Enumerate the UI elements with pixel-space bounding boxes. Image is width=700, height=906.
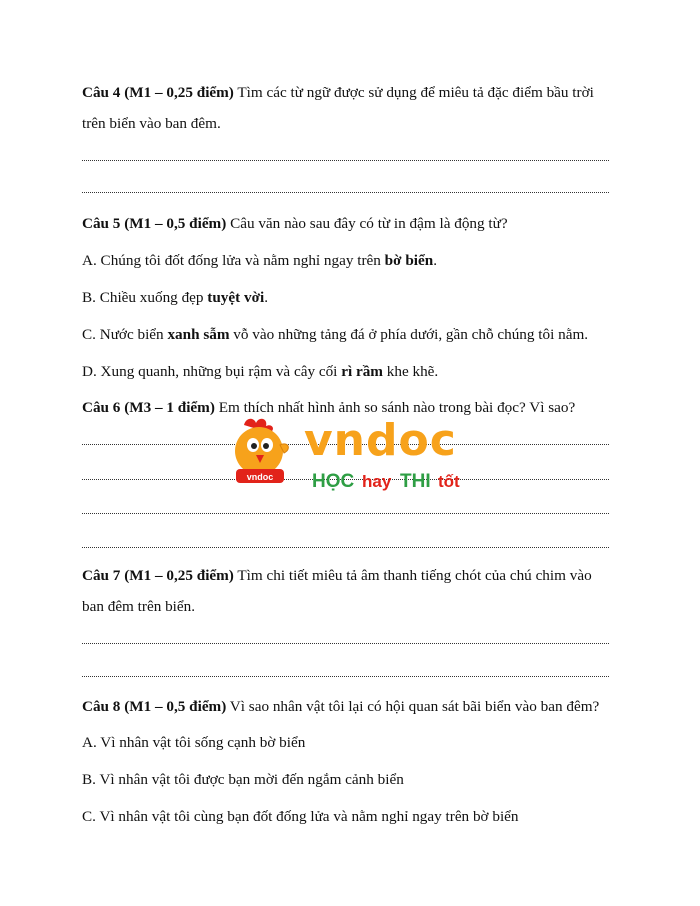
bold-word: tuyệt vời: [207, 289, 265, 306]
question-7-label: Câu 7 (M1 – 0,25 điểm): [82, 567, 234, 584]
answer-line[interactable]: [82, 160, 609, 161]
mascot-badge-text: vndoc: [246, 472, 274, 482]
option-c[interactable]: C. Nước biển xanh sẫm vỗ vào những tảng đá ở phía dưới, gần chỗ chúng tôi nằm.: [82, 326, 589, 343]
option-b[interactable]: B. Vì nhân vật tôi được bạn mời đến ngắm cảnh biển: [82, 771, 404, 788]
vndoc-watermark-logo: [226, 415, 476, 495]
bold-word: bờ biển: [384, 252, 434, 269]
question-4-label: Câu 4 (M1 – 0,25 điểm): [82, 84, 234, 101]
answer-line[interactable]: [82, 547, 609, 548]
question-6-label: Câu 6 (M3 – 1 điểm): [82, 399, 215, 416]
brand-wordmark: vndoc: [304, 415, 457, 466]
question-7-line-1: [82, 566, 642, 586]
question-5-text: Câu văn nào sau đây có từ in đậm là động từ?: [226, 215, 508, 232]
question-8-text: Vì sao nhân vật tôi lại có hội quan sát bãi biển vào ban đêm?: [226, 698, 600, 715]
question-5-line: [82, 214, 642, 234]
vndoc-logo-graphic: [226, 415, 476, 495]
question-7-line-2: ban đêm trên biển.: [82, 598, 196, 615]
question-4-line-2: trên biển vào ban đêm.: [82, 115, 221, 132]
answer-line[interactable]: [82, 513, 609, 514]
bold-word: xanh sẫm: [167, 326, 230, 343]
question-4-line-1: [82, 83, 642, 103]
question-8-label: Câu 8 (M1 – 0,5 điểm): [82, 698, 227, 715]
slogan-hay: hay: [362, 472, 392, 491]
option-c[interactable]: C. Vì nhân vật tôi cùng bạn đốt đống lửa và nằm nghỉ ngay trên bờ biển: [82, 808, 519, 825]
answer-line[interactable]: [82, 676, 609, 677]
option-a[interactable]: A. Vì nhân vật tôi sống cạnh bờ biển: [82, 734, 306, 751]
question-4-text: Tìm các từ ngữ được sử dụng để miêu tả đặc điểm bầu trời: [233, 84, 594, 101]
slogan-hoc: HỌC: [312, 471, 355, 492]
answer-line[interactable]: [82, 192, 609, 193]
answer-line[interactable]: [82, 643, 609, 644]
option-d[interactable]: D. Xung quanh, những bụi rậm và cây cối rì rầm khe khẽ.: [82, 363, 439, 380]
question-8-line: [82, 697, 642, 717]
question-6-text: Em thích nhất hình ảnh so sánh nào trong bài đọc? Vì sao?: [214, 399, 576, 416]
question-7-text: Tìm chi tiết miêu tả âm thanh tiếng chót của chú chim vào: [233, 567, 592, 584]
option-a[interactable]: A. Chúng tôi đốt đống lửa và nằm nghỉ ngay trên bờ biển.: [82, 252, 437, 269]
slogan-tot: tốt: [438, 472, 460, 491]
option-b[interactable]: B. Chiều xuống đẹp tuyệt vời.: [82, 289, 269, 306]
question-5-label: Câu 5 (M1 – 0,5 điểm): [82, 215, 227, 232]
slogan-thi: THI: [400, 471, 431, 492]
bold-word: rì rầm: [341, 363, 383, 380]
